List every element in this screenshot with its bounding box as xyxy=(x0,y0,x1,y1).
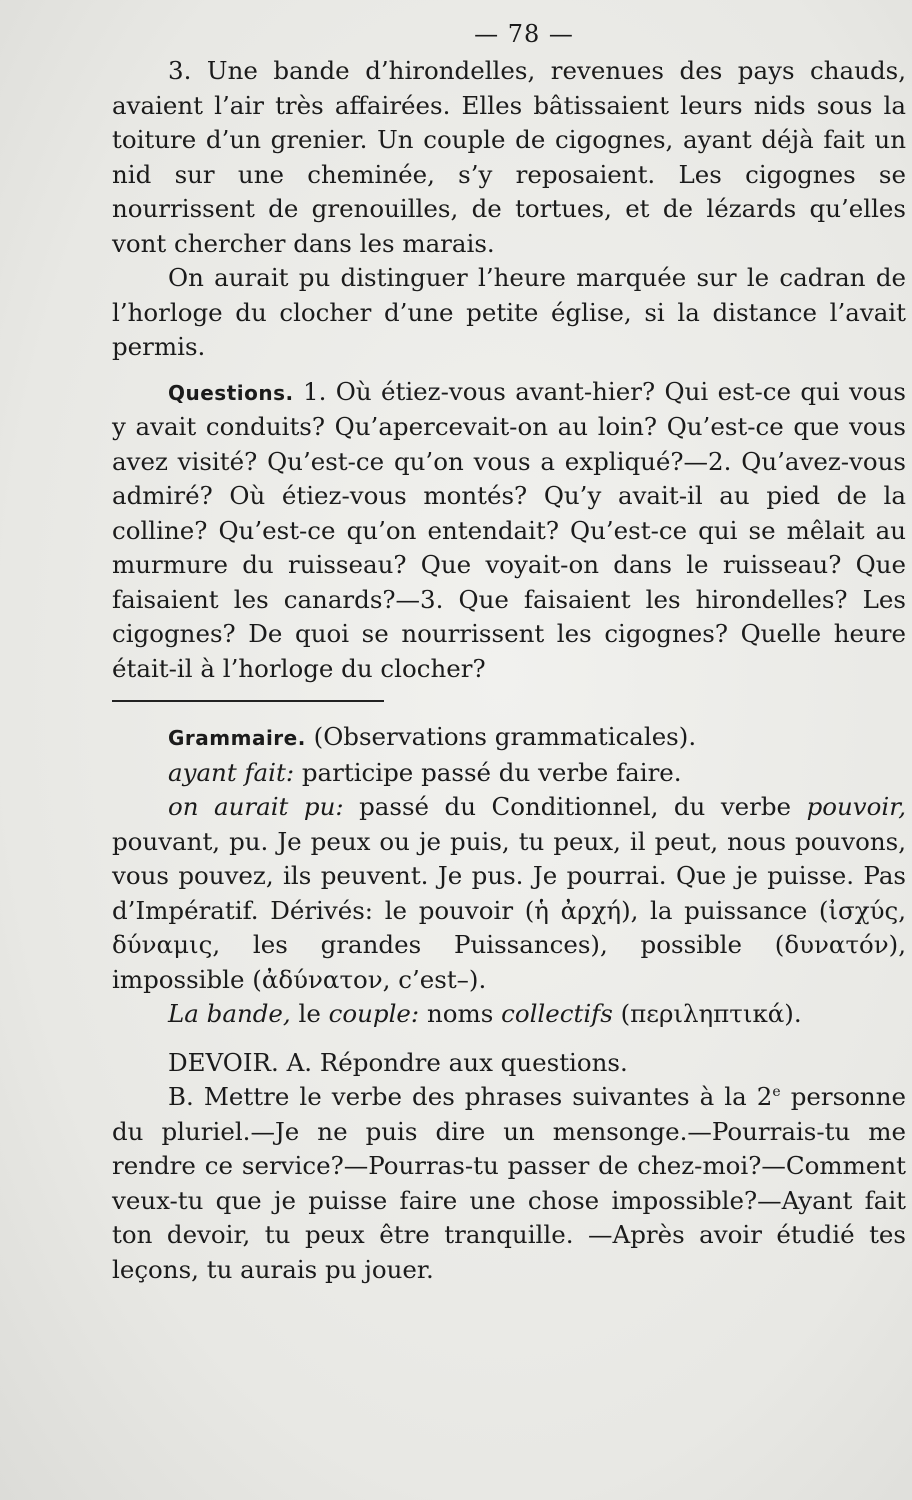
text-ayant-fait: participe passé du verbe faire. xyxy=(301,757,682,787)
grammaire-label: Grammaire. xyxy=(168,726,306,750)
questions-label: Questions. xyxy=(168,380,294,405)
devoir-a: DEVOIR. A. Répondre aux questions. xyxy=(168,1047,628,1077)
passage-paragraph-1: 3. Une bande d’hirondelles, revenues des pays chauds, avaient l’air très affairées. Elles bâtissaient leurs nids sous la toiture d’un grenier. Un couple de cigognes, ayant déjà fait un nid sur une cheminée, s’y reposaient. Les cigognes se nourrissent de grenouilles, de tortues, et de lézards qu’elles vont chercher dans les marais. xyxy=(112,56,906,258)
devoir-b-start: B. Mettre le verbe des phrases suivantes à la 2 xyxy=(168,1082,773,1111)
text-aurait-pu-a: passé du Conditionnel, du verbe xyxy=(359,792,792,821)
term-couple: couple: xyxy=(328,999,420,1028)
grammaire-line-collectifs xyxy=(112,997,906,1032)
grammaire-heading xyxy=(112,720,906,756)
questions-text: 1. Où étiez-vous avant-hier? Qui est-ce qui vous y avait conduits? Qu’apercevait-on au loin? Qu’est-ce que vous avez visité? Qu’est-ce qu’on vous a expliqué?—2. Qu’avez-vous admiré? Où étiez-vous montés? Qu’y avait-il au pied de la colline? Qu’est-ce qu’on entendait? Qu’est-ce qui se mêlait au murmure du ruisseau? Que voyait-on dans le ruisseau? Que faisaient les canards?—3. Que faisaient les hirondelles? Les cigognes? De quoi se nourrissent les cigognes? Quelle heure était-il à l’horloge du clocher? xyxy=(112,376,906,683)
devoir-b-rest: personne du pluriel.—Je ne puis dire un mensonge.—Pourrais-tu me rendre ce service?—Pourras-tu passer de chez-moi?—Comment veux-tu que je puisse faire une chose impossible?—Ayant fait ton devoir, tu peux être tranquille. —Après avoir étudié tes leçons, tu aurais pu jouer. xyxy=(112,1082,906,1284)
text-aurait-pu-b: pouvant, pu. Je peux ou je puis, tu peux, il peut, nous pouvons, vous pouvez, ils peuvent. Je pus. Je pourrai. Que je puisse. Pas d’Impératif. Dérivés: le pouvoir (ἡ ἀρχή), la puissance (ἰσχύς, δύναμις, les grandes Puissances), possible (δυνατόν), impossible (ἀδύνατον, c’est–). xyxy=(112,826,906,994)
devoir-b-superscript: e xyxy=(772,1083,781,1100)
page-number: — 78 — xyxy=(474,20,574,48)
section-divider xyxy=(112,700,384,702)
term-ayant-fait: ayant fait: xyxy=(168,757,295,787)
word-noms: noms xyxy=(426,999,494,1028)
grammaire-line-aurait-pu xyxy=(112,790,906,997)
grammaire-line-ayant-fait xyxy=(112,756,906,791)
devoir-b xyxy=(112,1080,906,1287)
passage-paragraph-2: On aurait pu distinguer l’heure marquée sur le cadran de l’horloge du clocher d’une petite église, si la distance l’avait permis. xyxy=(112,263,906,361)
term-aurait-pu: on aurait pu: xyxy=(168,792,344,821)
grammaire-subtitle: (Observations grammaticales). xyxy=(313,722,697,751)
term-la-bande: La bande, xyxy=(168,999,291,1028)
term-collectifs: collectifs xyxy=(501,999,613,1028)
greek-collectifs: (περιληπτικά). xyxy=(620,999,802,1028)
questions-paragraph xyxy=(112,375,906,687)
word-le: le xyxy=(298,999,321,1028)
verb-pouvoir: pouvoir, xyxy=(806,792,907,821)
